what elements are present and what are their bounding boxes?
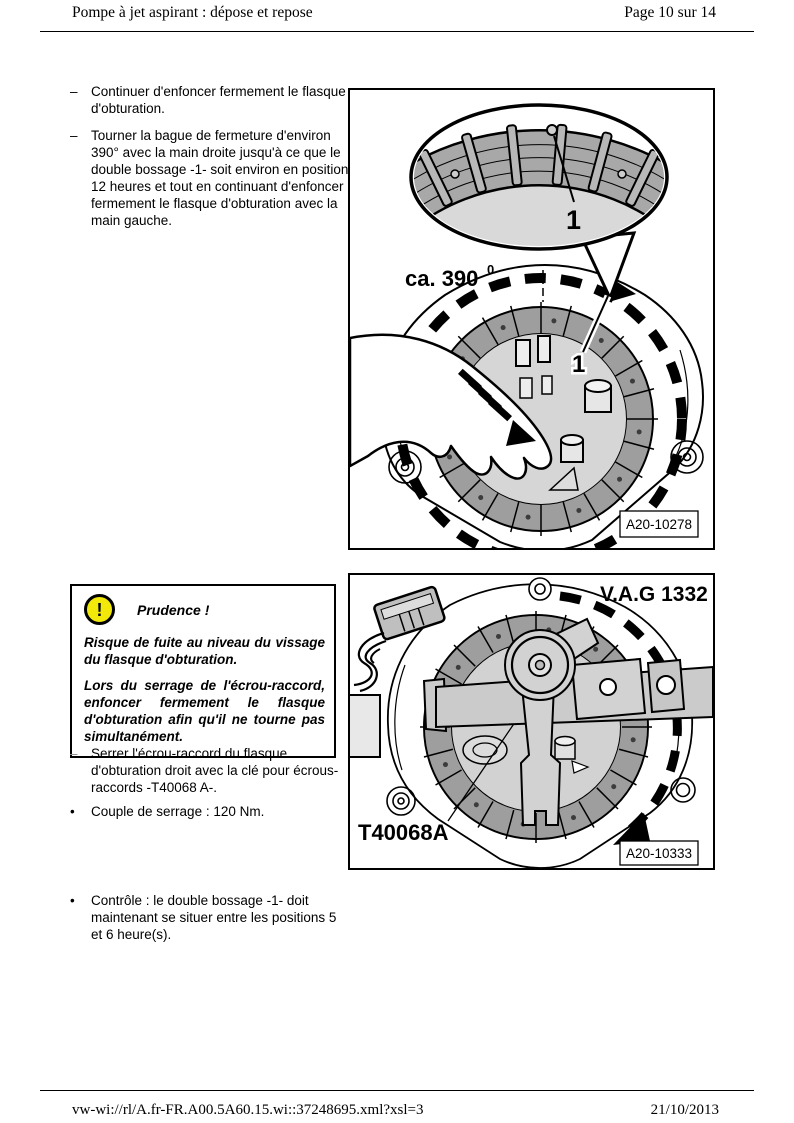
step-turn-ring	[70, 127, 352, 229]
step-text: Continuer d'enfoncer fermement le flasque d'obturation.	[91, 84, 346, 116]
warning-box	[70, 584, 336, 758]
figure-locking-ring-rotation	[348, 88, 715, 550]
bolt-hole-right	[671, 778, 695, 802]
callout-number-label: 1	[566, 205, 582, 235]
step-press-flange	[70, 83, 352, 117]
header-rule	[40, 31, 754, 32]
step-text: Contrôle : le double bossage -1- doit maintenant se situer entre les positions 5 et 6 heure(s).	[91, 893, 337, 942]
header-page-number: Page 10 sur 14	[624, 4, 716, 21]
tool-number-label: T40068A	[358, 820, 449, 845]
dash-marker: –	[70, 746, 78, 761]
step-tighten-union-nut	[70, 745, 352, 796]
double-boss-detail	[547, 125, 557, 135]
step-text: Couple de serrage : 120 Nm.	[91, 804, 265, 819]
warning-exclamation-icon	[84, 594, 115, 625]
warning-paragraph: Lors du serrage de l'écrou-raccord, enfoncer fermement le flasque d'obturation afin qu'il ne tourne pas simultanément.	[84, 678, 325, 744]
bullet-marker: •	[70, 893, 75, 908]
vag-wrench-label: V.A.G 1332	[600, 583, 708, 606]
warning-paragraph: Risque de fuite au niveau du vissage du flasque d'obturation.	[84, 635, 325, 667]
ring-number-label: 1	[572, 351, 586, 378]
dash-marker: –	[70, 84, 78, 99]
figure-torque-wrench	[348, 573, 715, 870]
figure1-illustration	[350, 90, 713, 548]
figure-ref-label: A20-10278	[625, 517, 693, 532]
footer-document-path: vw-wi://rl/A.fr-FR.A00.5A60.15.wi::37248695.xml?xsl=3	[72, 1102, 424, 1118]
warning-title: Prudence !	[137, 601, 210, 618]
rotation-angle-label: ca. 390	[405, 266, 479, 291]
step-torque-spec	[70, 803, 352, 820]
figure2-illustration	[350, 575, 713, 868]
step-text: Tourner la bague de fermeture d'environ 390° avec la main droite jusqu'à ce que le double bossage -1- soit environ en position 12 heures et tout en continuant d'enfoncer fermement le flasque d'obturation avec la main gauche.	[91, 128, 349, 228]
bolt-hole-left	[387, 787, 415, 815]
figure-ref-label: A20-10333	[625, 846, 693, 861]
dash-marker: –	[70, 128, 78, 143]
warning-icon-glyph: !	[96, 599, 103, 620]
bullet-marker: •	[70, 804, 75, 819]
header-title: Pompe à jet aspirant : dépose et repose	[72, 4, 313, 21]
warning-header	[84, 594, 325, 625]
bolt-hole-top	[529, 578, 551, 600]
step-check-position	[70, 892, 352, 943]
step-text: Serrer l'écrou-raccord du flasque d'obturation droit avec la clé pour écrous-raccords -T40068 A-.	[91, 746, 339, 795]
rotation-angle-superscript: 0	[487, 262, 495, 277]
footer-rule	[40, 1090, 754, 1091]
footer-date: 21/10/2013	[650, 1102, 719, 1118]
